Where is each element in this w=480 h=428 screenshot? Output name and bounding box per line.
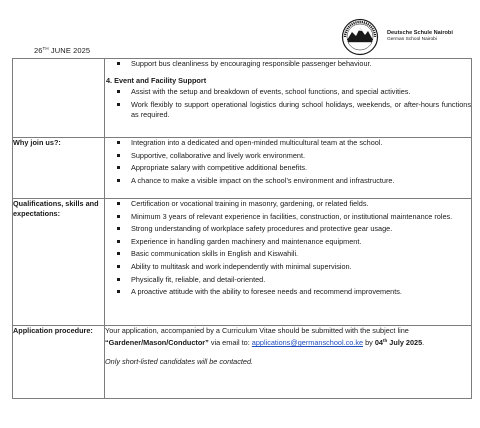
list-item: Work flexibly to support operational logistics during school holidays, weekends, or after-hours functions as required. xyxy=(131,100,471,120)
duties-list xyxy=(105,59,471,69)
application-subject-line: “Gardener/Mason/Conductor” xyxy=(105,338,209,348)
table-row-why-join xyxy=(13,138,472,199)
why-join-cell xyxy=(105,138,472,199)
application-deadline: 04th July 2025 xyxy=(374,338,423,348)
table-row-duties-continued xyxy=(13,59,472,138)
list-item: Support bus cleanliness by encouraging responsible passenger behaviour. xyxy=(131,59,471,69)
date-day: 26 xyxy=(34,46,43,55)
logo-school-subtitle: German School Nairobi xyxy=(387,37,437,42)
duties-cell xyxy=(105,59,472,138)
school-logo xyxy=(339,17,479,57)
list-item: A proactive attitude with the ability to foresee needs and recommend improvements. xyxy=(131,287,471,297)
row-label-empty xyxy=(13,59,105,138)
shortlist-note: Only short-listed candidates will be contacted. xyxy=(105,357,254,367)
date-suffix: TH xyxy=(42,46,49,51)
job-details-table xyxy=(12,58,472,399)
application-text: Your application, accompanied by a Curriculum Vitae should be submitted with the subject line “Gardener/Mason/Conductor” via email to: applications@germanschool.co.ke by 04th July 2025. xyxy=(105,326,425,348)
row-label-application: Application procedure: xyxy=(13,326,105,399)
logo-school-name: Deutsche Schule Nairobi xyxy=(387,30,453,36)
list-item: Integration into a dedicated and open-minded multicultural team at the school. xyxy=(131,138,471,148)
application-email-link[interactable]: applications@germanschool.co.ke xyxy=(251,338,364,348)
list-item: Supportive, collaborative and lively work environment. xyxy=(131,151,471,161)
list-item: Strong understanding of workplace safety procedures and protective gear usage. xyxy=(131,224,471,234)
qualifications-cell xyxy=(105,199,472,326)
list-item: Appropriate salary with competitive additional benefits. xyxy=(131,163,471,173)
application-intro: Your application, accompanied by a Curriculum Vitae should be submitted with the subject line xyxy=(105,326,409,335)
date-month-year: JUNE 2025 xyxy=(48,46,91,55)
list-item: Experience in handling garden machinery and maintenance equipment. xyxy=(131,237,471,247)
list-item: Assist with the setup and breakdown of events, school functions, and special activities. xyxy=(131,87,471,97)
list-item: Certification or vocational training in masonry, gardening, or related fields. xyxy=(131,199,471,209)
application-cell xyxy=(105,326,472,399)
table-row-application xyxy=(13,326,472,399)
list-item: Physically fit, reliable, and detail-oriented. xyxy=(131,275,471,285)
event-support-list xyxy=(105,87,471,120)
qualifications-list xyxy=(105,199,471,297)
why-join-list xyxy=(105,138,471,186)
list-item: Minimum 3 years of relevant experience in facilities, construction, or institutional maintenance roles. xyxy=(131,212,471,222)
list-item: Basic communication skills in English and Kiswahili. xyxy=(131,249,471,259)
list-item: A chance to make a visible impact on the school’s environment and infrastructure. xyxy=(131,176,471,186)
table-row-qualifications xyxy=(13,199,472,326)
row-label-qualifications: Qualifications, skills and expectations: xyxy=(13,199,105,326)
list-item: Ability to multitask and work independently with minimal supervision. xyxy=(131,262,471,272)
school-emblem-icon xyxy=(339,17,383,57)
document-date xyxy=(34,46,90,55)
row-label-why-join: Why join us?: xyxy=(13,138,105,199)
section-heading: 4. Event and Facility Support xyxy=(106,76,207,86)
